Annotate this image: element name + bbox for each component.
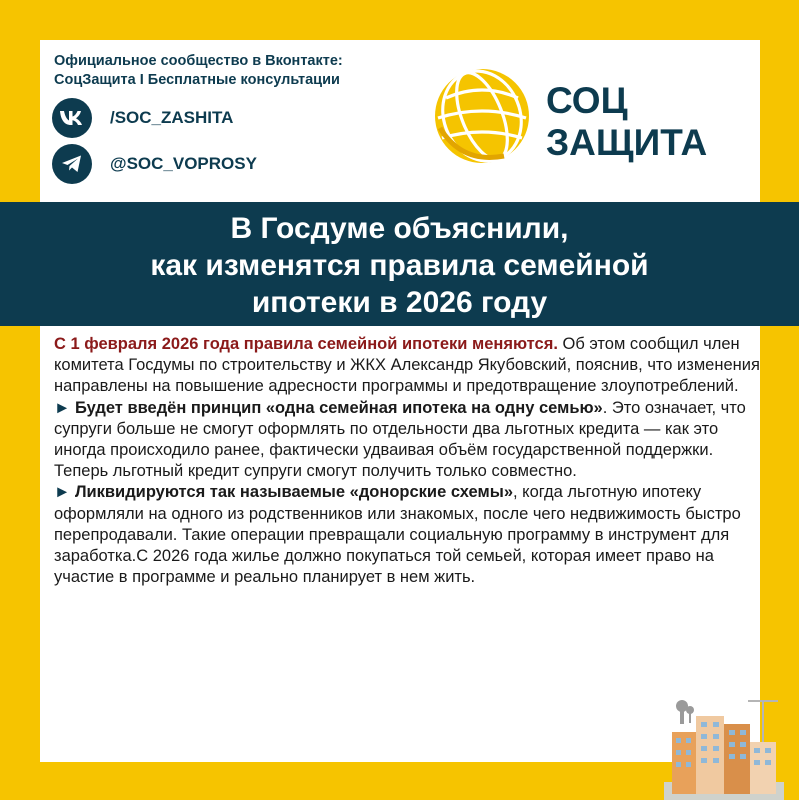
bullet-arrow-icon: ► <box>54 483 71 502</box>
buildings-illustration-icon <box>664 694 784 800</box>
article-lead: С 1 февраля 2026 года правила семейной ипотеки меняются. <box>54 335 558 353</box>
article-paragraph-1: Об этом сообщил член комитета Госдумы по строительству и ЖКХ Александр Якубовский, пояснив, что изменения направлены на повышение адресности программы и предотвращение злоупотреблений. <box>54 335 760 396</box>
bullet-2-heading: Ликвидируются так называемые «донорские схемы» <box>74 483 513 502</box>
bullet-1-heading: Будет введён принцип «одна семейная ипотека на одну семью» <box>74 398 603 417</box>
community-line-1: Официальное сообщество в Вконтакте: <box>54 53 343 69</box>
brand-line-2: ЗАЩИТА <box>546 122 708 163</box>
globe-logo-icon <box>432 66 532 166</box>
telegram-link[interactable] <box>52 144 257 184</box>
community-caption <box>54 52 414 90</box>
title-band <box>0 202 799 326</box>
brand-title <box>546 80 707 164</box>
telegram-icon <box>52 144 92 184</box>
vk-handle: /SOC_ZASHITA <box>110 108 234 127</box>
vk-icon <box>52 98 92 138</box>
vk-link[interactable] <box>52 98 233 138</box>
article-card <box>40 326 760 762</box>
page-title: В Госдуме объяснили, как изменятся правила семейной ипотеки в 2026 году <box>150 212 649 319</box>
bullet-1-text: . Это означает, что супруги больше не смогут оформлять по отдельности два льготных кредита — как это иногда происходило ранее, фактически удваивая объём государственной поддержки. Теперь льготный кредит супруги смогут получить только совместно. <box>54 398 746 481</box>
telegram-handle: @SOC_VOPROSY <box>110 154 257 173</box>
header-card <box>40 40 760 202</box>
article-body <box>54 334 770 588</box>
bullet-2-text: , когда льготную ипотеку оформляли на одного из родственников или знакомых, после чего недвижимость быстро перепродавали. Такие операции превращали социальную программу в инструмент для заработка.С 2026 года жилье должно покупаться той семьей, которая имеет право на участие в программе и реально планирует в нем жить. <box>54 483 741 587</box>
bullet-arrow-icon: ► <box>54 398 71 417</box>
community-line-2: СоцЗащита I Бесплатные консультации <box>54 72 340 88</box>
brand-line-1: СОЦ <box>546 80 628 121</box>
